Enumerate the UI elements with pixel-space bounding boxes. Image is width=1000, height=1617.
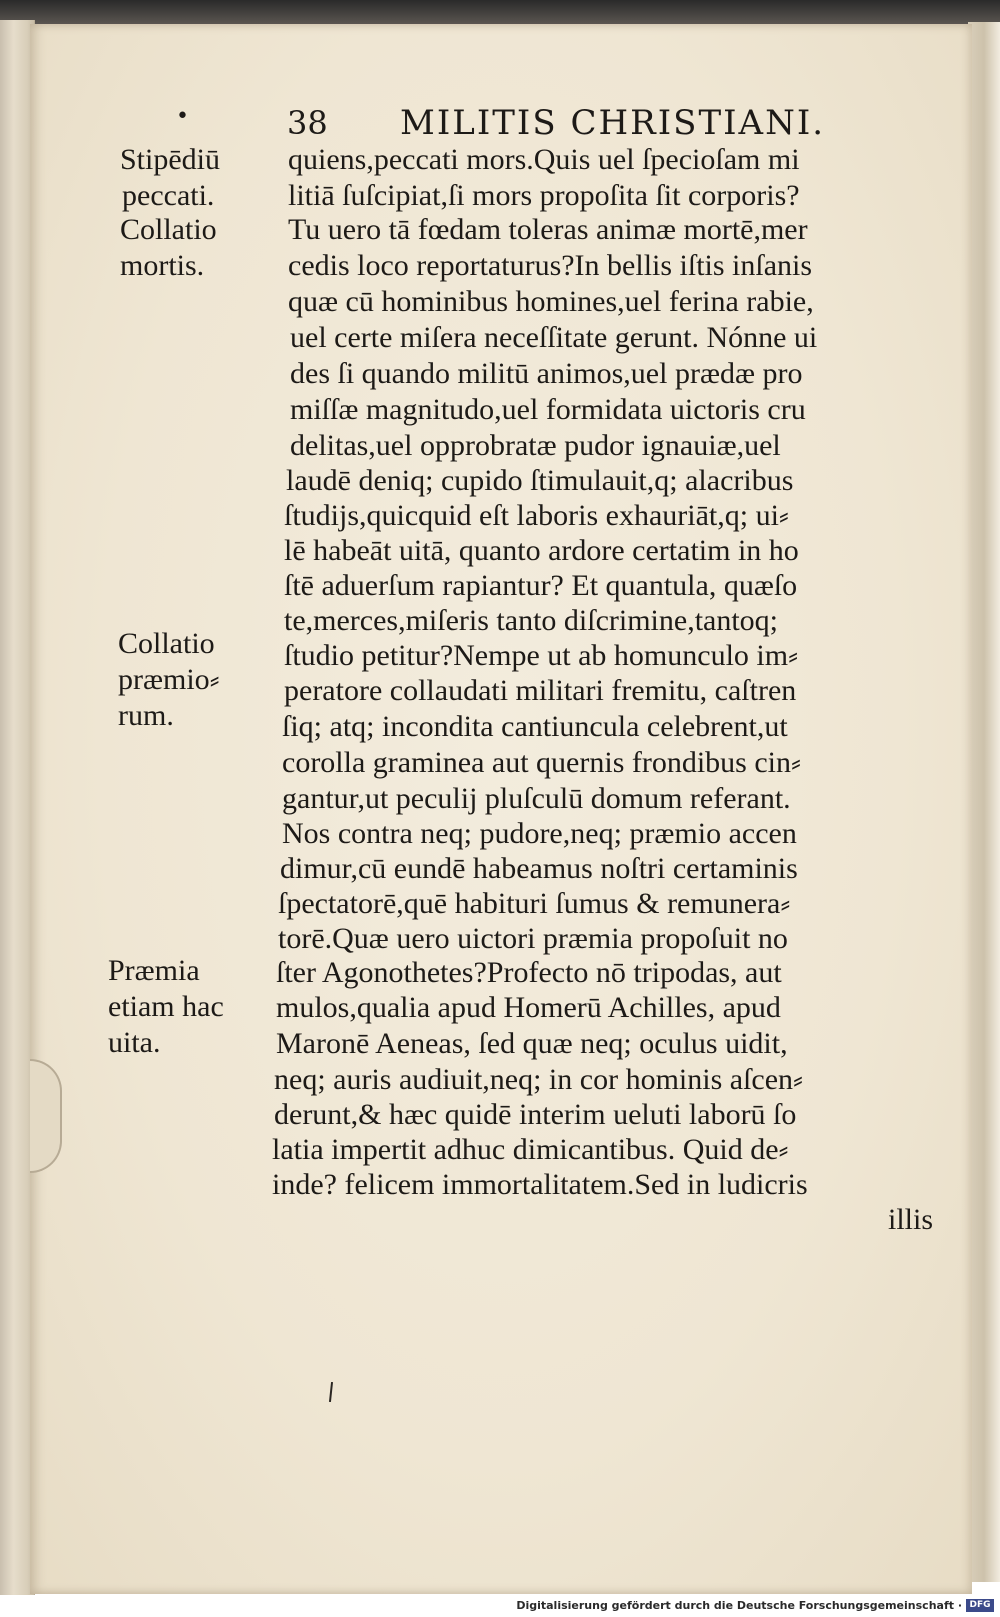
body-text-line: derunt,& hæc quidē interim ueluti laborū ſo: [274, 1098, 797, 1131]
margin-note-line: mortis.: [120, 249, 205, 282]
running-head: [0, 98, 1000, 148]
body-text-line: torē.Quæ uero uictori præmia propoſuit no: [278, 922, 788, 955]
body-text-line: lē habeāt uitā, quanto ardore certatim in ho: [284, 534, 799, 567]
running-title: MILITIS CHRISTIANI.: [400, 103, 826, 143]
body-text-line: Nos contra neq; pudore,neq; præmio accen: [282, 817, 797, 850]
page-tab-bump: [30, 1059, 62, 1173]
body-text-line: latia impertit adhuc dimicantibus. Quid de⸗: [272, 1133, 789, 1166]
body-text-line: quiens,peccati mors.Quis uel ſpecioſam mi: [288, 143, 800, 176]
body-text-line: delitas,uel opprobratæ pudor ignauiæ,uel: [290, 429, 781, 462]
body-text-line: Maronē Aeneas, ſed quæ neq; oculus uidit,: [276, 1027, 788, 1060]
body-text-line: dimur,cū eundē habeamus noſtri certaminis: [280, 852, 798, 885]
margin-note-line: peccati.: [122, 179, 215, 212]
body-text-line: miſſæ magnitudo,uel formidata uictoris cru: [290, 393, 806, 426]
body-text-line: cedis loco reportaturus?In bellis iſtis inſanis: [288, 249, 813, 282]
catchword: illis: [888, 1203, 934, 1236]
margin-note-line: præmio⸗: [118, 663, 220, 696]
body-text-line: neq; auris audiuit,neq; in cor hominis aſcen⸗: [274, 1063, 804, 1096]
body-text-line: ſpectatorē,quē habituri ſumus & remunera⸗: [278, 887, 791, 920]
margin-note-line: etiam hac: [108, 990, 224, 1023]
body-text-line: inde? felicem immortalitatem.Sed in ludicris: [272, 1168, 808, 1201]
margin-note-line: rum.: [118, 699, 174, 732]
body-text-line: ſiq; atq; incondita cantiuncula celebrent,ut: [282, 710, 788, 743]
body-text-line: ſtē aduerſum rapiantur? Et quantula, quæſo: [284, 569, 798, 602]
page-number: 38: [287, 104, 328, 142]
body-text-line: des ſi quando militū animos,uel prædæ pro: [290, 357, 803, 390]
body-text-line: ſter Agonothetes?Profecto nō tripodas, aut: [276, 956, 782, 989]
digitization-footer: [0, 1595, 1000, 1617]
body-text-line: corolla graminea aut quernis frondibus cin⸗: [282, 746, 801, 779]
right-page-edge: [968, 22, 1000, 1582]
margin-note-line: Præmia: [108, 954, 200, 987]
body-text-line: mulos,qualia apud Homerū Achilles, apud: [276, 991, 781, 1024]
body-text-line: Tu uero tā fœdam toleras animæ mortē,mer: [288, 213, 808, 246]
body-text-line: laudē deniq; cupido ſtimulauit,q; alacribus: [286, 464, 794, 497]
body-text-line: peratore collaudati militari fremitu, caſtren: [284, 674, 797, 707]
body-text-line: gantur,ut peculij pluſculū domum referant.: [282, 782, 791, 815]
margin-note-line: Collatio: [120, 213, 217, 246]
margin-note-line: Stipēdiū: [120, 143, 221, 176]
body-text-line: te,merces,miſeris tanto diſcrimine,tantoq;: [284, 604, 779, 637]
body-text-line: uel certe miſera neceſſitate gerunt. Nónne ui: [290, 321, 818, 354]
body-text-line: ſtudio petitur?Nempe ut ab homunculo im⸗: [284, 639, 799, 672]
body-text-line: ſtudijs,quicquid eſt laboris exhauriāt,q; ui⸗: [284, 499, 789, 532]
footer-credit: Digitalisierung gefördert durch die Deutsche Forschungsgemeinschaft ·: [516, 1599, 962, 1612]
body-text-line: quæ cū hominibus homines,uel ferina rabie,: [288, 285, 814, 318]
margin-note-line: uita.: [108, 1026, 161, 1059]
dfg-logo: DFG: [966, 1599, 994, 1612]
head-dot: •: [176, 104, 189, 129]
margin-note-line: Collatio: [118, 627, 215, 660]
body-text-line: litiā ſuſcipiat,ſi mors propoſita ſit corporis?: [288, 179, 800, 212]
